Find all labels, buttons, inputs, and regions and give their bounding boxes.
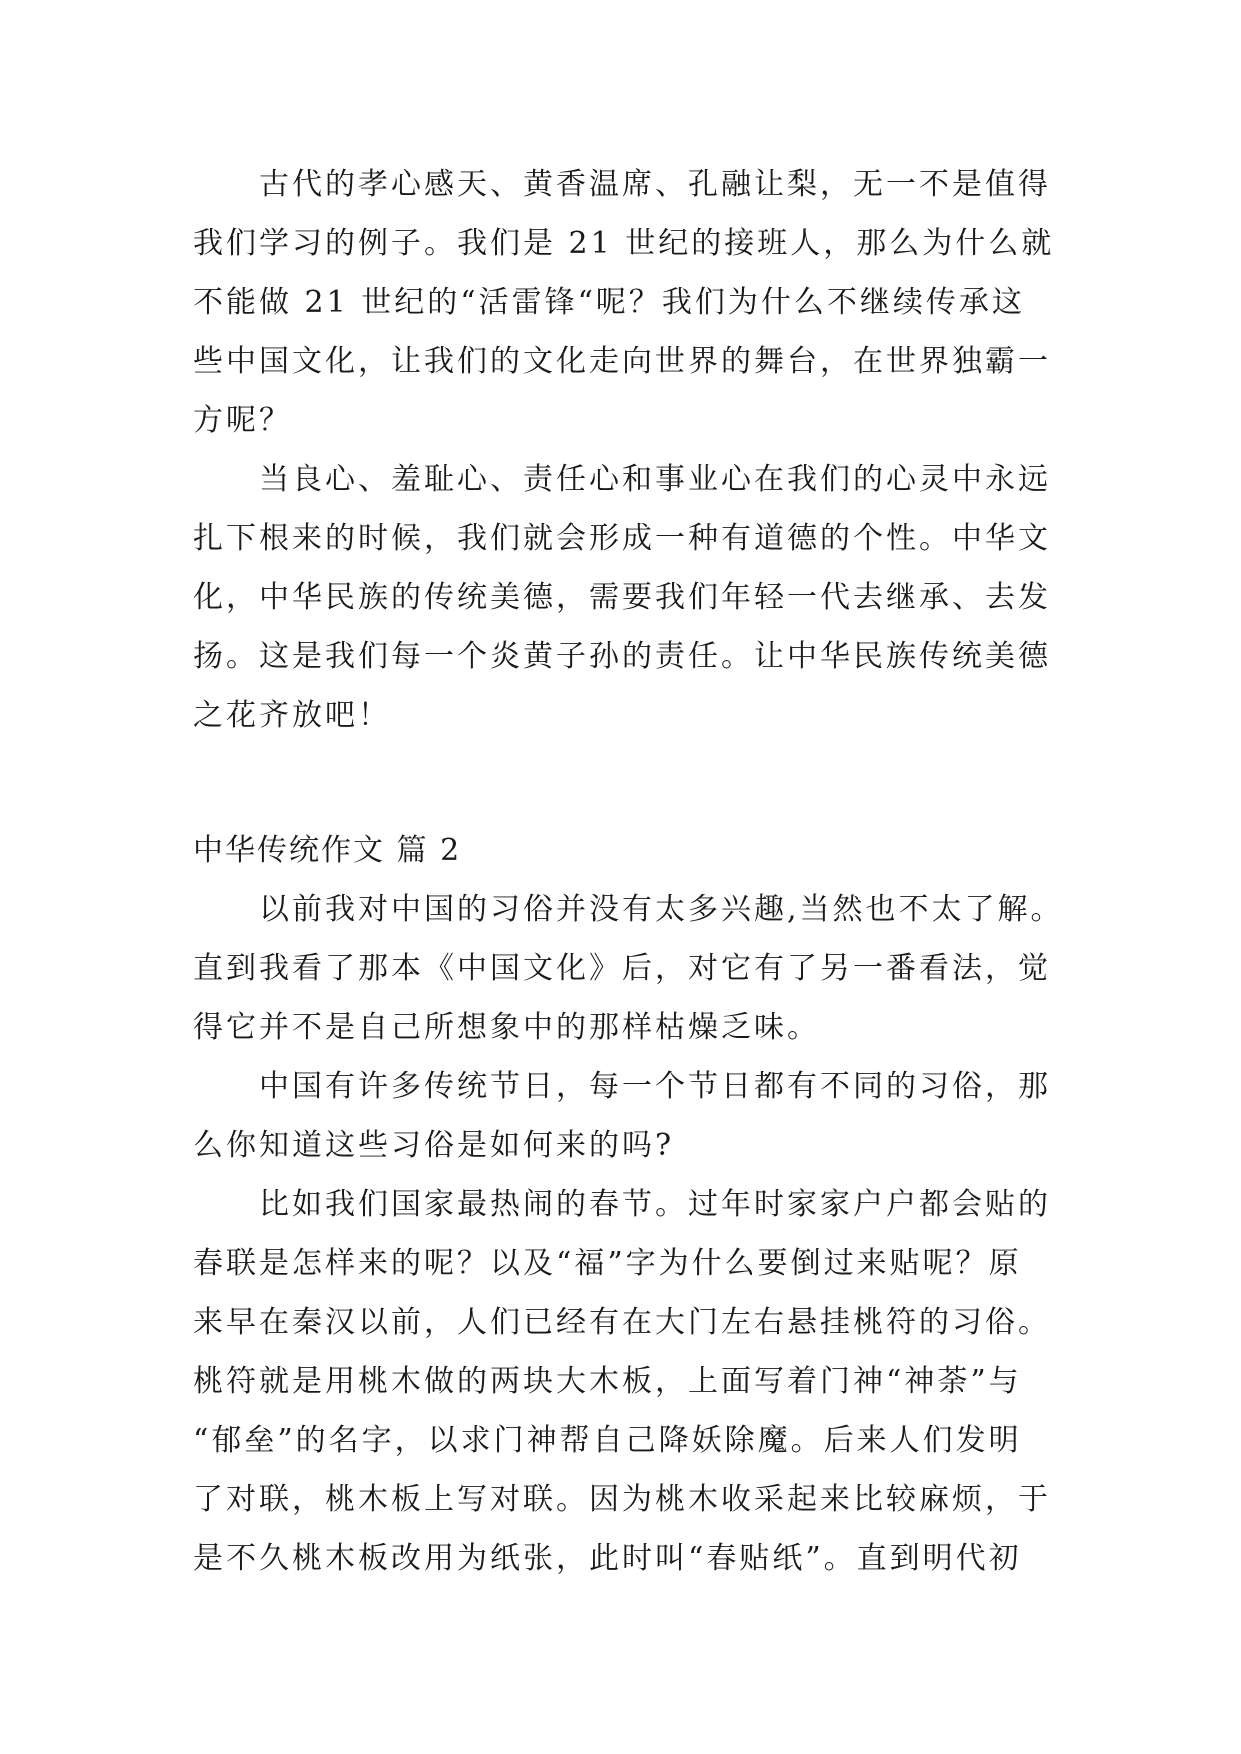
paragraph-line: 不能做 21 世纪的“活雷锋“呢？我们为什么不继续传承这 [193,285,1025,320]
paragraph-line: “郁垒”的名字，以求门神帮自己降妖除魔。后来人们发明 [193,1423,1022,1458]
paragraph-line: 扬。这是我们每一个炎黄子孙的责任。让中华民族传统美德 [193,639,1051,674]
paragraph [193,880,1064,1057]
paragraph-line: 些中国文化，让我们的文化走向世界的舞台，在世界独霸一 [193,344,1051,379]
paragraph-line: 比如我们国家最热闹的春节。过年时家家户户都会贴的 [259,1187,1051,1222]
paragraph-line: 得它并不是自己所想象中的那样枯燥乏味。 [193,1010,820,1045]
paragraph-line: 以前我对中国的习俗并没有太多兴趣,当然也不太了解。 [259,892,1064,927]
paragraph-line: 之花齐放吧！ [193,698,391,733]
paragraph-line: 化，中华民族的传统美德，需要我们年轻一代去继承、去发 [193,580,1051,615]
paragraph [193,1057,1053,1175]
paragraph-line: 么你知道这些习俗是如何来的吗? [193,1128,675,1163]
paragraph [193,155,1053,450]
paragraph-line: 扎下根来的时候，我们就会形成一种有道德的个性。中华文 [193,521,1051,556]
paragraph-line: 来早在秦汉以前，人们已经有在大门左右悬挂桃符的习俗。 [193,1305,1051,1340]
paragraph-line: 当良心、羞耻心、责任心和事业心在我们的心灵中永远 [259,462,1051,497]
section-spacer [193,745,1053,821]
paragraph-line: 是不久桃木板改用为纸张，此时叫“春贴纸”。直到明代初 [193,1541,1022,1576]
paragraph-line: 我们学习的例子。我们是 21 世纪的接班人，那么为什么就 [193,226,1055,261]
paragraph-line: 直到我看了那本《中国文化》后，对它有了另一番看法，觉 [193,951,1051,986]
paragraph-line: 方呢？ [193,403,292,438]
paragraph [193,450,1053,745]
paragraph [193,1175,1053,1588]
document-body [193,155,1064,1588]
paragraph-line: 古代的孝心感天、黄香温席、孔融让梨，无一不是值得 [259,167,1051,202]
paragraph-line: 了对联，桃木板上写对联。因为桃木收采起来比较麻烦，于 [193,1482,1051,1517]
paragraph-line: 中国有许多传统节日，每一个节日都有不同的习俗，那 [259,1069,1051,1104]
paragraph-line: 春联是怎样来的呢？以及“福”字为什么要倒过来贴呢？原 [193,1246,1022,1281]
paragraph-line: 桃符就是用桃木做的两块大木板，上面写着门神“神荼”与 [193,1364,1022,1399]
section-heading: 中华传统作文 篇 2 [193,833,462,868]
